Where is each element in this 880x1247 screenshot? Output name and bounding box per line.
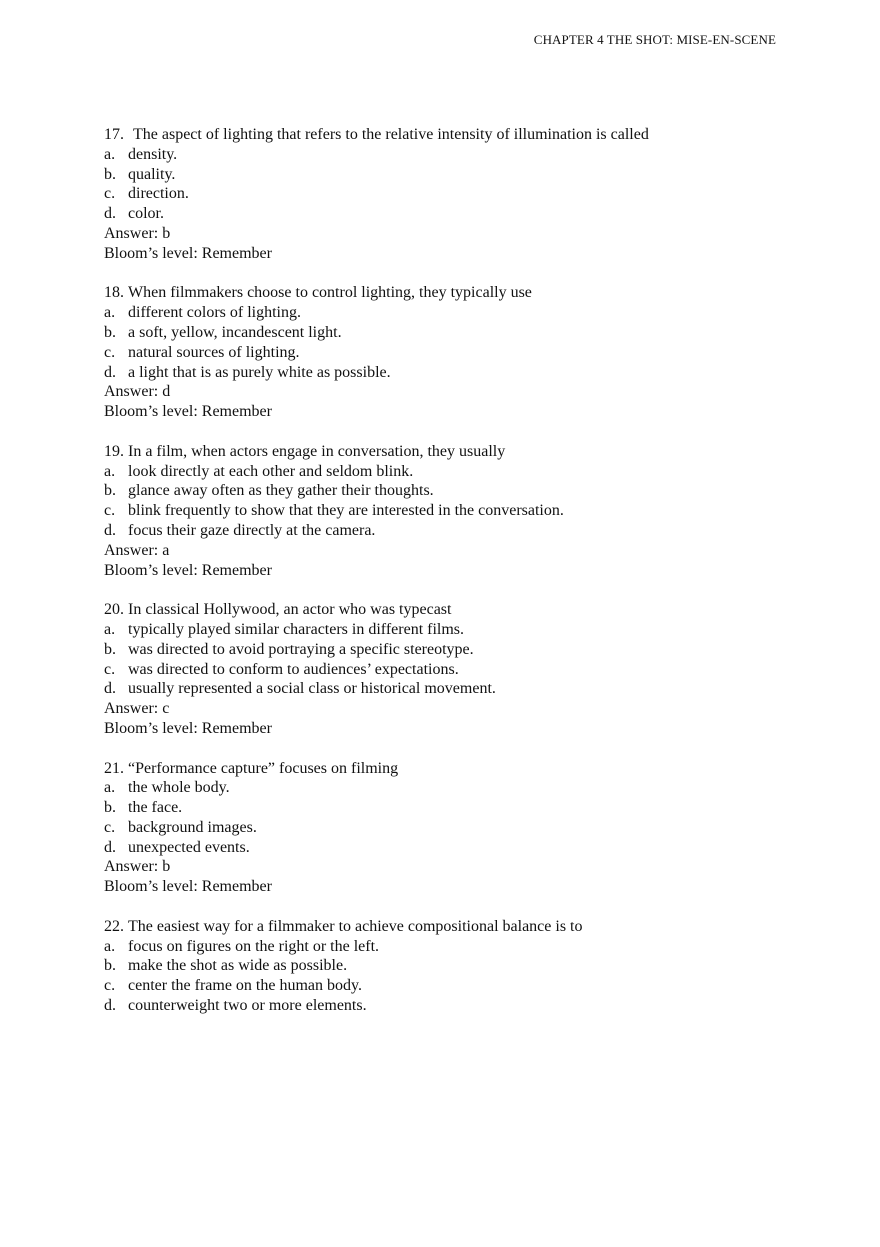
option-d bbox=[104, 204, 784, 224]
question-number: 20. bbox=[104, 601, 124, 619]
option-b bbox=[104, 798, 784, 818]
option-text: color. bbox=[128, 205, 164, 223]
option-letter: d. bbox=[104, 363, 116, 381]
option-text: different colors of lighting. bbox=[128, 304, 301, 322]
option-c bbox=[104, 343, 784, 363]
option-text: glance away often as they gather their thoughts. bbox=[128, 482, 434, 500]
option-text: a light that is as purely white as possible. bbox=[128, 363, 391, 381]
option-text: make the shot as wide as possible. bbox=[128, 957, 348, 975]
option-letter: c. bbox=[104, 818, 116, 836]
option-letter: d. bbox=[104, 838, 116, 856]
option-c bbox=[104, 660, 784, 680]
option-text: blink frequently to show that they are interested in the conversation. bbox=[128, 502, 564, 520]
option-text: natural sources of lighting. bbox=[128, 343, 300, 361]
option-text: typically played similar characters in different films. bbox=[128, 620, 465, 638]
option-letter: b. bbox=[104, 640, 116, 658]
option-a bbox=[104, 462, 784, 482]
bloom-level: Bloom’s level: Remember bbox=[104, 878, 272, 896]
option-letter: b. bbox=[104, 165, 116, 183]
option-d bbox=[104, 679, 784, 699]
option-text: look directly at each other and seldom blink. bbox=[128, 462, 414, 480]
running-header: CHAPTER 4 THE SHOT: MISE-EN-SCENE bbox=[533, 32, 776, 47]
answer-line: Answer: d bbox=[104, 383, 171, 401]
question-text: “Performance capture” focuses on filming bbox=[128, 759, 399, 777]
question-21 bbox=[104, 759, 784, 898]
bloom-level: Bloom’s level: Remember bbox=[104, 561, 272, 579]
question-19 bbox=[104, 442, 784, 581]
option-letter: b. bbox=[104, 957, 116, 975]
option-letter: a. bbox=[104, 304, 116, 322]
option-b bbox=[104, 956, 784, 976]
option-a bbox=[104, 145, 784, 165]
option-c bbox=[104, 501, 784, 521]
question-number: 22. bbox=[104, 917, 124, 935]
question-number: 17. bbox=[104, 126, 124, 143]
question-text: In classical Hollywood, an actor who was typecast bbox=[128, 601, 452, 619]
question-text: The easiest way for a filmmaker to achieve compositional balance is to bbox=[128, 917, 583, 935]
option-letter: c. bbox=[104, 343, 116, 361]
option-letter: a. bbox=[104, 620, 116, 638]
question-number: 18. bbox=[104, 284, 124, 302]
option-text: unexpected events. bbox=[128, 838, 250, 856]
option-c bbox=[104, 976, 784, 996]
option-letter: d. bbox=[104, 680, 116, 698]
option-letter: c. bbox=[104, 502, 116, 520]
option-c bbox=[104, 184, 784, 204]
option-text: counterweight two or more elements. bbox=[128, 997, 367, 1015]
option-d bbox=[104, 838, 784, 858]
option-b bbox=[104, 640, 784, 660]
bloom-level: Bloom’s level: Remember bbox=[104, 719, 272, 737]
option-letter: d. bbox=[104, 521, 116, 539]
question-stem bbox=[104, 600, 784, 620]
option-letter: c. bbox=[104, 660, 116, 678]
option-d bbox=[104, 996, 784, 1016]
option-letter: d. bbox=[104, 205, 116, 223]
option-text: background images. bbox=[128, 818, 257, 836]
question-22 bbox=[104, 917, 784, 1016]
question-17 bbox=[104, 125, 784, 264]
option-letter: d. bbox=[104, 997, 116, 1015]
option-text: direction. bbox=[128, 185, 189, 203]
option-letter: b. bbox=[104, 482, 116, 500]
question-number: 21. bbox=[104, 759, 124, 777]
option-d bbox=[104, 363, 784, 383]
option-text: a soft, yellow, incandescent light. bbox=[128, 323, 342, 341]
option-text: focus on figures on the right or the left. bbox=[128, 937, 380, 955]
bloom-level: Bloom’s level: Remember bbox=[104, 244, 272, 262]
question-list bbox=[104, 125, 784, 1036]
question-text: When filmmakers choose to control lighting, they typically use bbox=[128, 284, 532, 302]
option-a bbox=[104, 620, 784, 640]
option-d bbox=[104, 521, 784, 541]
question-20 bbox=[104, 600, 784, 739]
answer-line: Answer: b bbox=[104, 858, 171, 876]
option-letter: a. bbox=[104, 145, 116, 163]
question-18 bbox=[104, 283, 784, 422]
option-b bbox=[104, 481, 784, 501]
question-stem bbox=[104, 283, 784, 303]
option-letter: a. bbox=[104, 462, 116, 480]
option-text: the face. bbox=[128, 799, 183, 817]
option-text: quality. bbox=[128, 165, 176, 183]
question-text: In a film, when actors engage in conversation, they usually bbox=[128, 442, 506, 460]
option-letter: b. bbox=[104, 799, 116, 817]
question-stem bbox=[104, 917, 784, 937]
option-letter: b. bbox=[104, 323, 116, 341]
option-b bbox=[104, 323, 784, 343]
question-stem bbox=[104, 759, 784, 779]
answer-line: Answer: c bbox=[104, 700, 170, 718]
option-text: density. bbox=[128, 145, 178, 163]
option-text: was directed to conform to audiences’ expectations. bbox=[128, 660, 459, 678]
bloom-level: Bloom’s level: Remember bbox=[104, 403, 272, 421]
answer-line: Answer: a bbox=[104, 541, 170, 559]
option-text: the whole body. bbox=[128, 779, 230, 797]
question-stem bbox=[104, 442, 784, 462]
option-text: usually represented a social class or historical movement. bbox=[128, 680, 496, 698]
option-letter: a. bbox=[104, 779, 116, 797]
question-number: 19. bbox=[104, 442, 124, 460]
option-a bbox=[104, 303, 784, 323]
option-a bbox=[104, 778, 784, 798]
answer-line: Answer: b bbox=[104, 224, 171, 242]
option-b bbox=[104, 165, 784, 185]
option-letter: a. bbox=[104, 937, 116, 955]
question-text: The aspect of lighting that refers to the relative intensity of illumination is called bbox=[133, 126, 649, 143]
option-letter: c. bbox=[104, 977, 116, 995]
option-text: center the frame on the human body. bbox=[128, 977, 362, 995]
question-stem bbox=[104, 125, 784, 145]
option-a bbox=[104, 937, 784, 957]
option-text: focus their gaze directly at the camera. bbox=[128, 521, 376, 539]
option-c bbox=[104, 818, 784, 838]
option-text: was directed to avoid portraying a specific stereotype. bbox=[128, 640, 474, 658]
option-letter: c. bbox=[104, 185, 116, 203]
